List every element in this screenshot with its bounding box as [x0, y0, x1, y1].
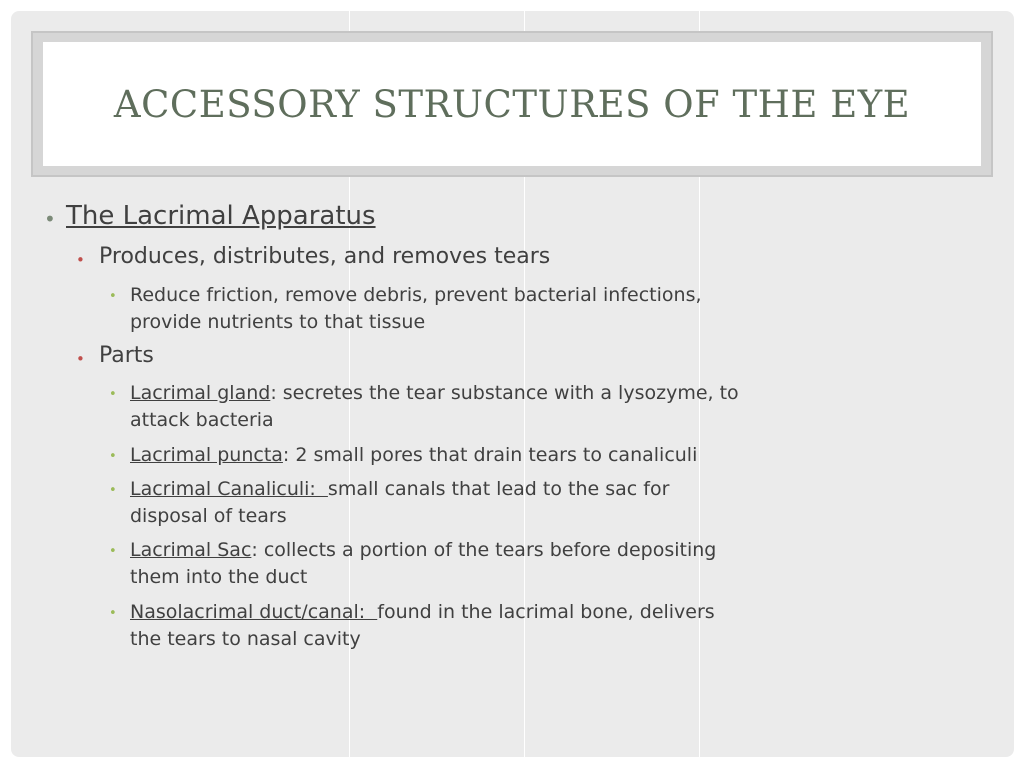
part-lacrimal-sac [130, 537, 716, 564]
bullet-marker: • [109, 449, 117, 464]
part-lacrimal-puncta [130, 442, 697, 469]
part-nasolacrimal-duct [130, 599, 715, 626]
part-term: Lacrimal Sac [130, 539, 252, 561]
bullet-marker: • [76, 251, 85, 269]
bullet-marker: • [44, 207, 56, 231]
detail-line: Reduce friction, remove debris, prevent bacterial infections, [130, 284, 702, 306]
part-term: Lacrimal gland [130, 382, 271, 404]
part-description-continued: attack bacteria [130, 409, 274, 431]
bullet-marker: • [109, 483, 117, 498]
part-description-continued: disposal of tears [130, 505, 287, 527]
slide [11, 11, 1014, 757]
heading-text: The Lacrimal Apparatus [66, 201, 376, 231]
part-description-continued: them into the duct [130, 566, 308, 588]
part-term: Nasolacrimal duct/canal: [130, 601, 378, 623]
part-description: found in the lacrimal bone, delivers [377, 601, 715, 623]
sub-bullet-produces: Produces, distributes, and removes tears [99, 244, 551, 269]
part-description-continued: the tears to nasal cavity [130, 628, 361, 650]
heading-lacrimal-apparatus [66, 201, 376, 231]
part-term: Lacrimal Canaliculi: [130, 478, 328, 500]
part-lacrimal-gland [130, 380, 739, 407]
slide-title: ACCESSORY STRUCTURES OF THE EYE [113, 82, 911, 126]
bullet-marker: • [109, 606, 117, 621]
bullet-marker: • [109, 387, 117, 402]
sub-bullet-parts: Parts [99, 343, 154, 368]
bullet-marker: • [109, 544, 117, 559]
detail-line: provide nutrients to that tissue [130, 311, 426, 333]
part-lacrimal-canaliculi [130, 476, 669, 503]
part-description: : collects a portion of the tears before depositing [251, 539, 717, 561]
slide-content [11, 11, 1014, 757]
bullet-marker: • [76, 350, 85, 368]
bullet-marker: • [109, 289, 117, 304]
part-description: small canals that lead to the sac for [327, 478, 670, 500]
part-description: : 2 small pores that drain tears to canaliculi [282, 444, 698, 466]
part-description: : secretes the tear substance with a lysozyme, to [270, 382, 739, 404]
part-term: Lacrimal puncta [130, 444, 283, 466]
